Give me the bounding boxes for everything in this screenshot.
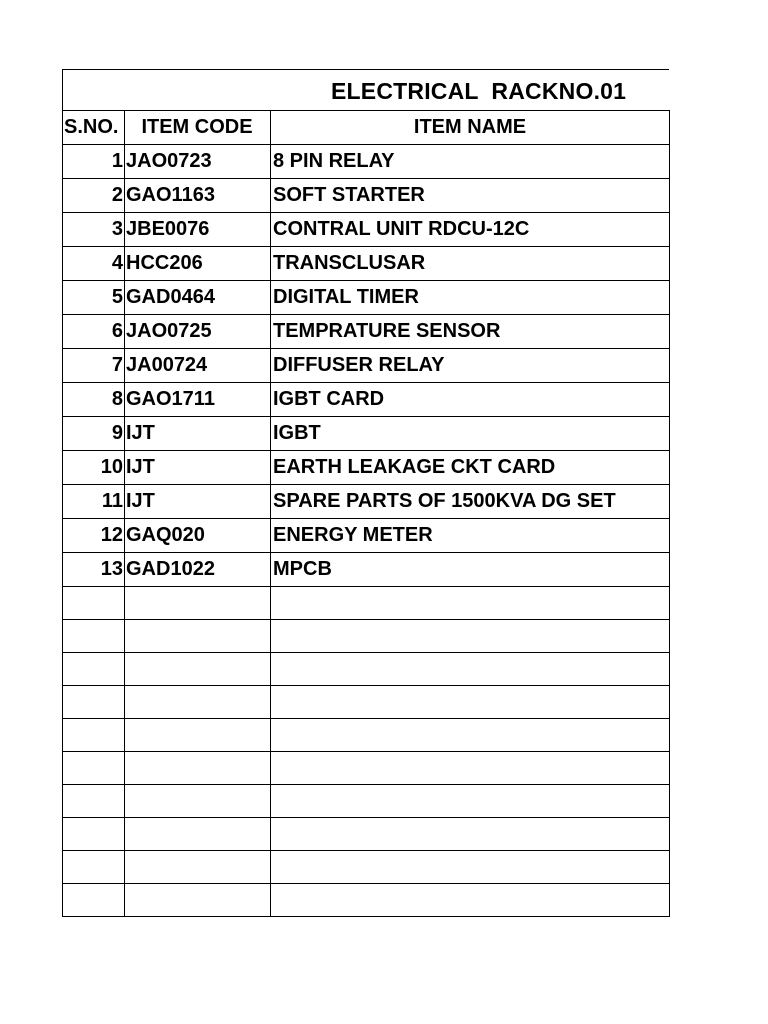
item-name-cell [271, 587, 670, 620]
table-row [63, 818, 670, 851]
sno-cell: 9 [63, 417, 125, 451]
sno-cell [63, 752, 125, 785]
sno-cell [63, 620, 125, 653]
item-name-cell [271, 818, 670, 851]
header-sno: S.NO. [63, 111, 125, 145]
table-row [63, 653, 670, 686]
inventory-sheet [62, 69, 669, 917]
item-code-cell: IJT [125, 417, 271, 451]
item-code-cell [125, 752, 271, 785]
table-row [63, 417, 670, 451]
sno-cell [63, 587, 125, 620]
item-name-cell: IGBT [271, 417, 670, 451]
sno-cell: 2 [63, 179, 125, 213]
item-code-cell [125, 587, 271, 620]
item-code-cell: HCC206 [125, 247, 271, 281]
sno-cell [63, 851, 125, 884]
table-row [63, 349, 670, 383]
table-row [63, 315, 670, 349]
item-name-cell: EARTH LEAKAGE CKT CARD [271, 451, 670, 485]
item-code-cell: GAQ020 [125, 519, 271, 553]
item-name-cell: 8 PIN RELAY [271, 145, 670, 179]
table-row [63, 719, 670, 752]
item-code-cell [125, 620, 271, 653]
sno-cell [63, 785, 125, 818]
item-code-cell: JAO0725 [125, 315, 271, 349]
header-item-name: ITEM NAME [271, 111, 670, 145]
item-name-cell [271, 686, 670, 719]
sno-cell: 11 [63, 485, 125, 519]
item-code-cell [125, 653, 271, 686]
item-name-cell [271, 884, 670, 917]
table-row [63, 553, 670, 587]
item-code-cell: GAD1022 [125, 553, 271, 587]
table-row [63, 213, 670, 247]
item-name-cell: SOFT STARTER [271, 179, 670, 213]
table-row [63, 851, 670, 884]
item-name-cell [271, 785, 670, 818]
item-name-cell: DIFFUSER RELAY [271, 349, 670, 383]
item-code-cell: JA00724 [125, 349, 271, 383]
table-row [63, 451, 670, 485]
sno-cell: 1 [63, 145, 125, 179]
item-name-cell: IGBT CARD [271, 383, 670, 417]
item-name-cell: DIGITAL TIMER [271, 281, 670, 315]
table-row [63, 884, 670, 917]
item-name-cell [271, 653, 670, 686]
item-name-cell: MPCB [271, 553, 670, 587]
table-row [63, 686, 670, 719]
table-row [63, 620, 670, 653]
item-name-cell: SPARE PARTS OF 1500KVA DG SET [271, 485, 670, 519]
table-row [63, 281, 670, 315]
sno-cell [63, 686, 125, 719]
item-code-cell: GAO1711 [125, 383, 271, 417]
sno-cell: 3 [63, 213, 125, 247]
sno-cell: 13 [63, 553, 125, 587]
table-row [63, 145, 670, 179]
sheet-title: ELECTRICAL RACKNO.01 [331, 78, 627, 104]
table-row [63, 785, 670, 818]
sno-cell [63, 653, 125, 686]
sno-cell [63, 719, 125, 752]
sno-cell [63, 884, 125, 917]
header-row [63, 111, 670, 145]
sno-cell: 8 [63, 383, 125, 417]
table-row [63, 587, 670, 620]
sno-cell: 6 [63, 315, 125, 349]
item-code-cell: IJT [125, 485, 271, 519]
table-row [63, 383, 670, 417]
item-name-cell [271, 719, 670, 752]
header-item-code: ITEM CODE [125, 111, 271, 145]
table-row [63, 519, 670, 553]
item-name-cell [271, 851, 670, 884]
item-name-cell: TEMPRATURE SENSOR [271, 315, 670, 349]
item-code-cell [125, 785, 271, 818]
item-code-cell: GAD0464 [125, 281, 271, 315]
item-code-cell: IJT [125, 451, 271, 485]
item-code-cell [125, 818, 271, 851]
item-code-cell [125, 884, 271, 917]
item-name-cell: CONTRAL UNIT RDCU-12C [271, 213, 670, 247]
table-row [63, 752, 670, 785]
table-row [63, 485, 670, 519]
item-name-cell [271, 752, 670, 785]
item-name-cell: ENERGY METER [271, 519, 670, 553]
item-code-cell: JAO0723 [125, 145, 271, 179]
item-code-cell [125, 851, 271, 884]
item-name-cell [271, 620, 670, 653]
table-row [63, 247, 670, 281]
item-code-cell [125, 719, 271, 752]
table-row [63, 179, 670, 213]
sno-cell: 4 [63, 247, 125, 281]
sno-cell: 7 [63, 349, 125, 383]
item-code-cell: GAO1163 [125, 179, 271, 213]
sno-cell: 12 [63, 519, 125, 553]
item-code-cell [125, 686, 271, 719]
sno-cell [63, 818, 125, 851]
table-body [63, 145, 670, 917]
sno-cell: 5 [63, 281, 125, 315]
inventory-table [62, 110, 670, 917]
sno-cell: 10 [63, 451, 125, 485]
item-name-cell: TRANSCLUSAR [271, 247, 670, 281]
title-row [62, 69, 669, 110]
item-code-cell: JBE0076 [125, 213, 271, 247]
